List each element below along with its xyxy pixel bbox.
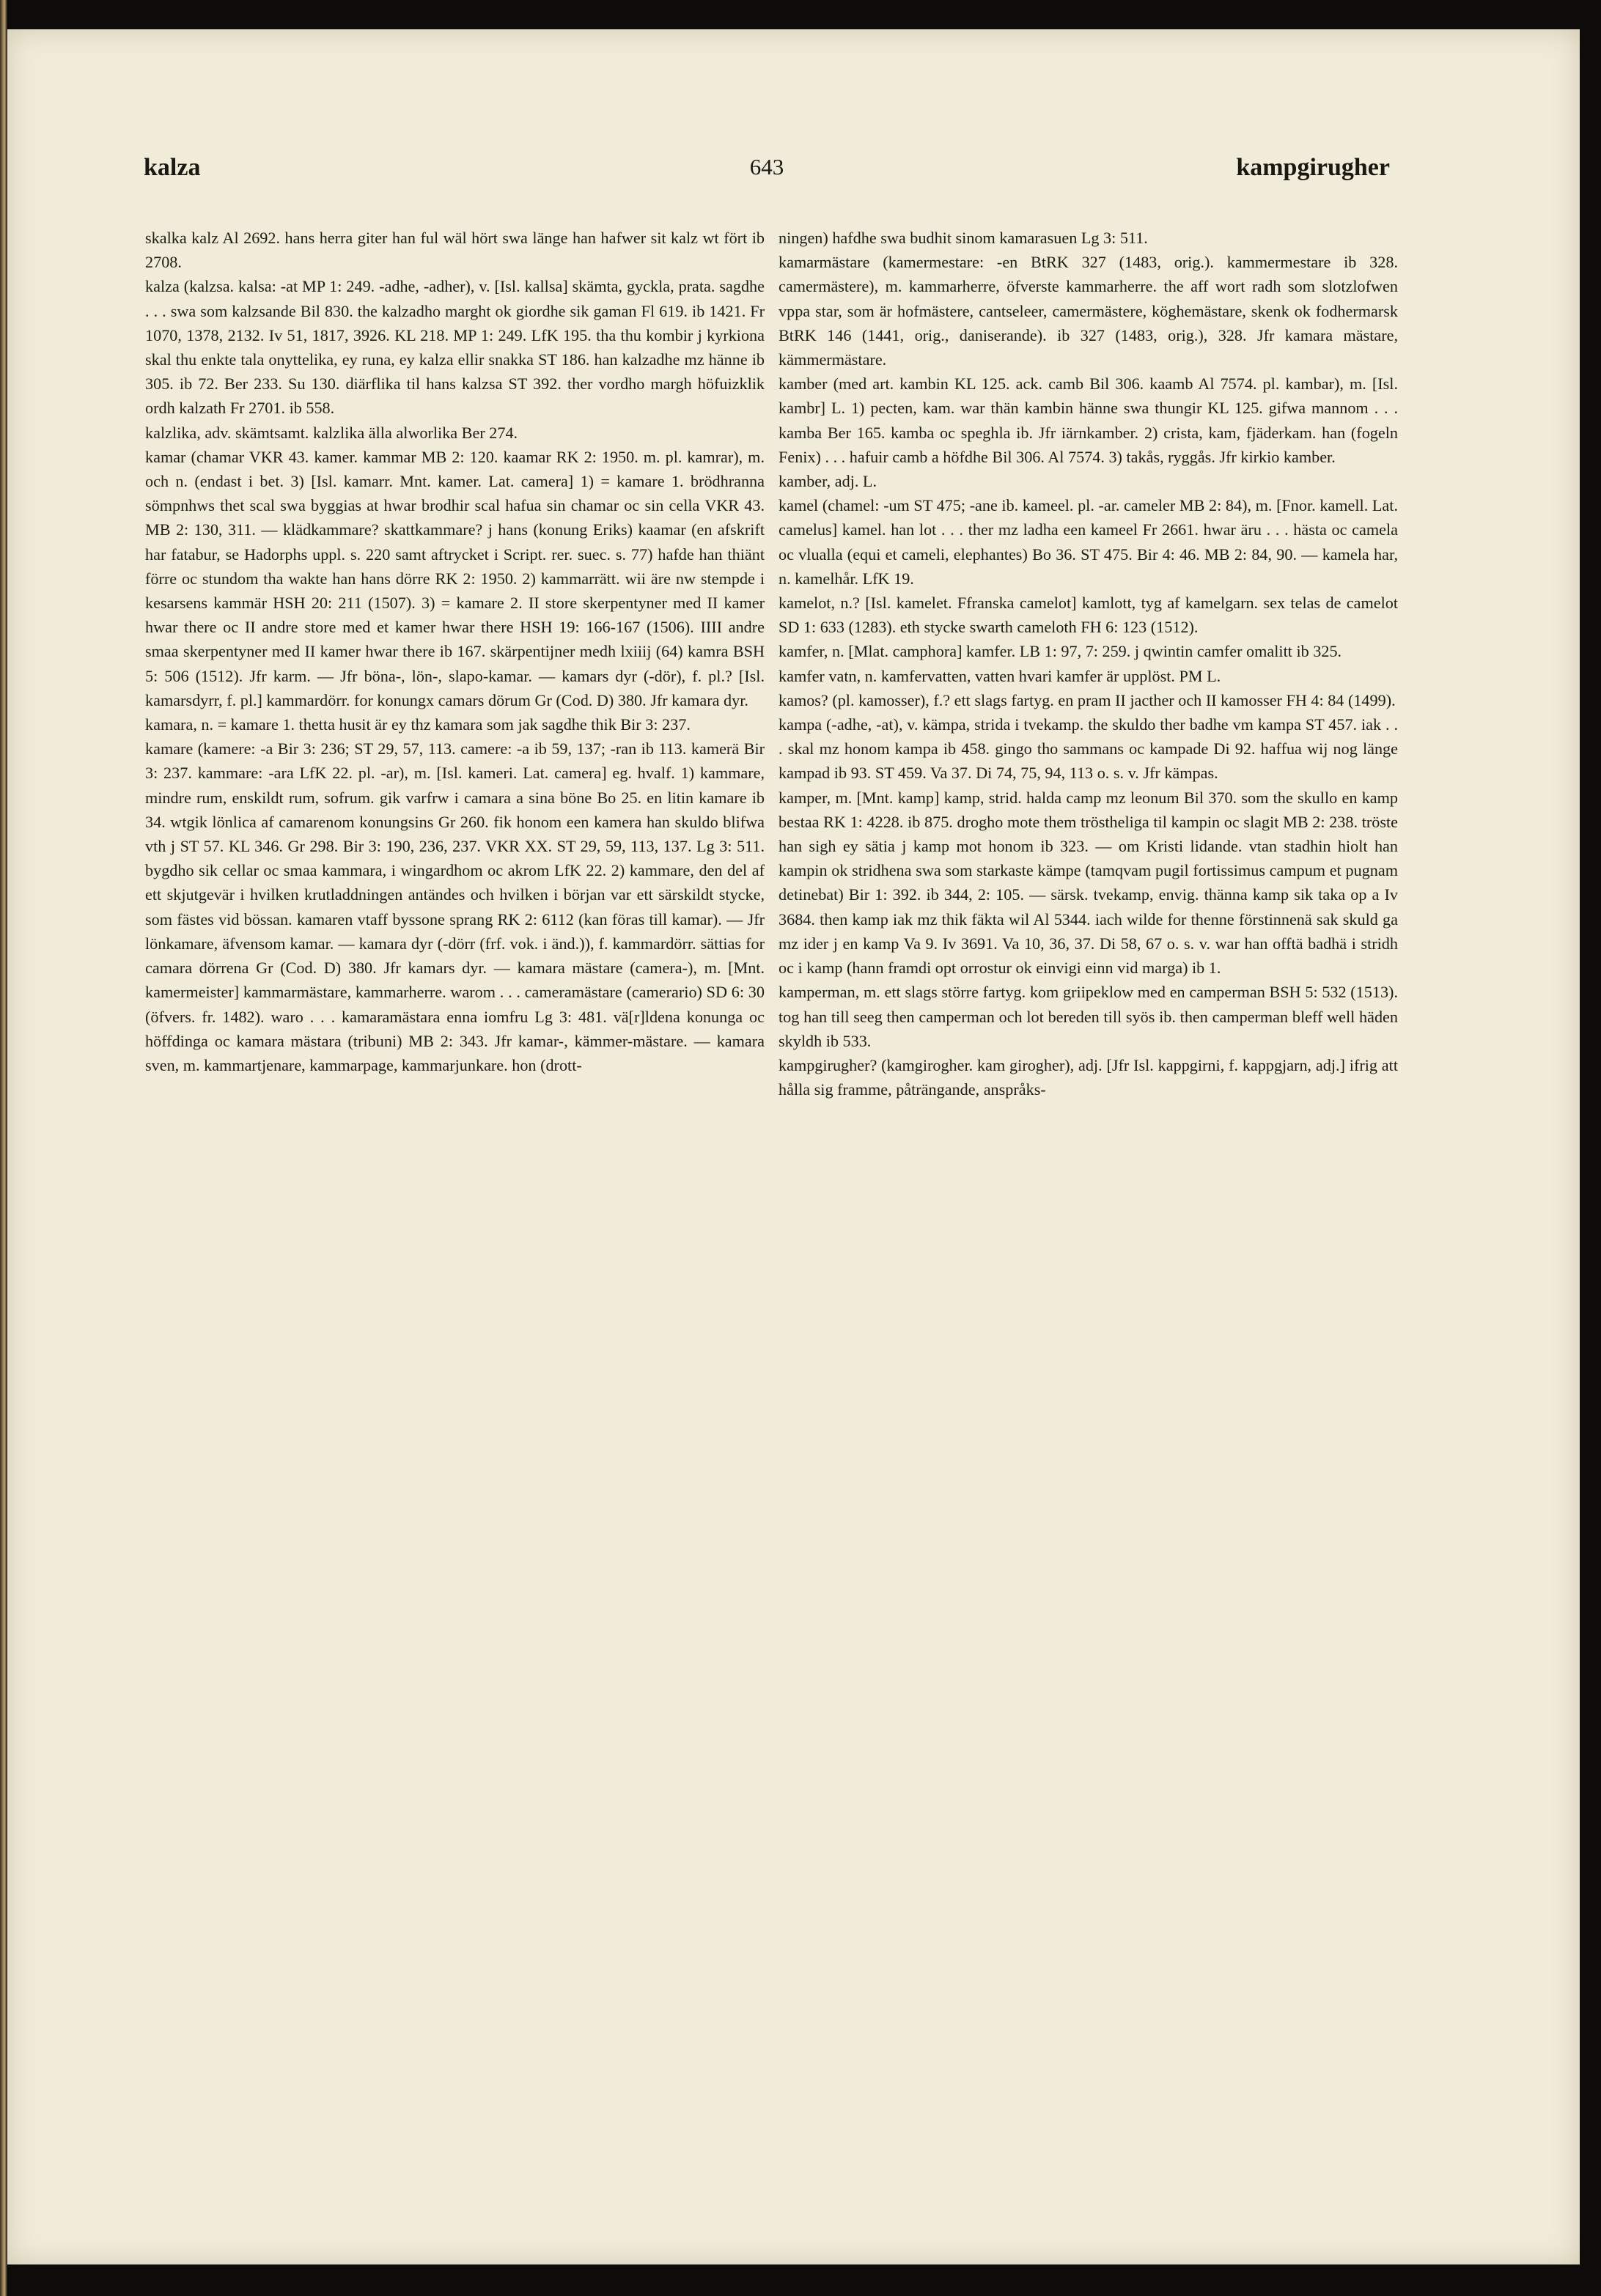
entry-paragraph: kamar (chamar VKR 43. kamer. kammar MB 2: 120. kaamar RK 2: 1950. m. pl. kamrar), m. och n. (endast i bet. 3) [Isl. kamarr. Mnt. kamer. Lat. camera] 1) = kamare 1. brödhranna sömpnhws thet scal swa byggias at hwar brodhir scal hafua sin chamar oc sin cella VKR 43. MB 2: 130, 311. — klädkammare? skattkammare? j hans (konung Eriks) kaamar (en afskrift har fatabur, se Hadorphs uppl. s. 220 samt aftrycket i Script. rer. suec. s. 77) hafde han thiänt förre oc stundom tha wakte han hans dörre RK 2: 1950. 2) kammarrätt. wii äre nw stempde i kesarsens kammär HSH 20: 211 (1507). 3) = kamare 2. II store skerpentyner med II kamer hwar there oc II andre store med et kamer hwar there HSH 19: 166-167 (1506). IIII andre smaa skerpentyner med II kamer hwar there ib 167. skärpentijner medh lxiiij (64) kamra BSH 5: 506 (1512). Jfr karm. — Jfr böna-, lön-, slapo-kamar. — kamars dyr (-dör), f. pl.? [Isl. kamarsdyrr, f. pl.] kammardörr. for konungx camars dörum Gr (Cod. D) 380. Jfr kamara dyr.	[145, 447, 765, 709]
entry-paragraph: kampa (-adhe, -at), v. kämpa, strida i tvekamp. the skuldo ther badhe vm kampa ST 457. iak . . . skal mz honom kampa ib 458. gingo tho sammans oc kampade Di 92. haffua wij nog länge kampad ib 93. ST 459. Va 37. Di 74, 75, 94, 113 o. s. v. Jfr kämpas.	[779, 715, 1398, 783]
scan-edge	[0, 0, 7, 2296]
entry-paragraph: kamber (med art. kambin KL 125. ack. camb Bil 306. kaamb Al 7574. pl. kambar), m. [Isl. kambr] L. 1) pecten, kam. war thän kambin hänne swa thungir KL 125. gifwa mannom . . . kamba Ber 165. kamba oc speghla ib. Jfr iärnkamber. 2) crista, kam, fjäderkam. han (fogeln Fenix) . . . hafuir camb a höfdhe Bil 306. Al 7574. 3) takås, ryggås. Jfr kirkio kamber.	[779, 374, 1398, 466]
entry-paragraph: kamelot, n.? [Isl. kamelet. Ffranska camelot] kamlott, tyg af kamelgarn. sex telas de camelot SD 1: 633 (1283). eth stycke swarth cameloth FH 6: 123 (1512).	[779, 594, 1398, 637]
left-column	[145, 226, 765, 2102]
entry-paragraph: kamos? (pl. kamosser), f.? ett slags fartyg. en pram II jacther och II kamosser FH 4: 84 (1499).	[779, 690, 1396, 709]
entry-paragraph: ningen) hafdhe swa budhit sinom kamarasuen Lg 3: 511.	[779, 229, 1148, 247]
entry-paragraph: kamarmästare (kamermestare: -en BtRK 327 (1483, orig.). kammermestare ib 328. camermästere), m. kammarherre, öfverste kammarherre. the aff wort radh som slotzlofwen vppa star, som är hofmästere, cantseleer, camermästere, köghemästare, skenk ok fodhermarsk BtRK 146 (1441, orig., daniserande). ib 327 (1483, orig.), 328. Jfr kamara mästare, kämmermästare.	[779, 253, 1398, 369]
entry-paragraph: kamper, m. [Mnt. kamp] kamp, strid. halda camp mz leonum Bil 370. som the skullo en kamp bestaa RK 1: 4228. ib 875. drogho mote them tröstheliga til kampin oc slagit MB 2: 238. tröste han sigh ey sätia j kamp mot honom ib 323. — om Kristi lidande. vtan stadhin hiolt han kampin ok stridhena swa som starkaste kämpe (tamqvam pugil fortissimus campum et pugnam detinebat) Bir 1: 392. ib 344, 2: 105. — särsk. tvekamp, envig. thänna kamp sik taka op a Iv 3684. then kamp iak mz thik fäkta wil Al 5344. iach wilde for thenne förstinnenä sak skuld ga mz ider j en kamp Va 9. Iv 3691. Va 10, 36, 37. Di 58, 67 o. s. v. war han offtä badhä i stridh oc i kamp (hann framdi opt orrostur ok einvigi einn vid marga) ib 1.	[779, 788, 1398, 978]
entry-paragraph: kamfer, n. [Mlat. camphora] kamfer. LB 1: 97, 7: 259. j qwintin camfer omalitt ib 325.	[779, 642, 1342, 661]
entry-paragraph: kamperman, m. ett slags större fartyg. kom griipeklow med en camperman BSH 5: 532 (1513). tog han till seeg then camperman och lot bereden till syös ib. then camperman bleff well häden skyldh ib 533.	[779, 983, 1398, 1050]
right-column	[779, 226, 1398, 2102]
header-right-guide-word: kampgirugher	[1236, 154, 1390, 181]
page-number: 643	[749, 154, 784, 180]
entry-paragraph: kamber, adj. L.	[779, 472, 877, 491]
entry-paragraph: skalka kalz Al 2692. hans herra giter han ful wäl hört swa länge han hafwer sit kalz wt fört ib 2708.	[145, 229, 765, 272]
entry-paragraph: kalza (kalzsa. kalsa: -at MP 1: 249. -adhe, -adher), v. [Isl. kallsa] skämta, gyckla, prata. sagdhe . . . swa som kalzsande Bil 830. the kalzadho marght ok giordhe sik gaman Fl 619. ib 1421. Fr 1070, 1378, 2132. Iv 51, 1817, 3926. KL 218. MP 1: 249. LfK 195. tha thu kombir j kyrkiona skal thu enkte tala onyttelika, ey runa, ey kalza ellir snakka ST 186. han kalzadhe mz hänne ib 305. ib 72. Ber 233. Su 130. diärflika til hans kalzsa ST 392. ther vordho margh höfuizklik ordh kalzath Fr 2701. ib 558.	[145, 277, 765, 418]
page-header	[144, 154, 1390, 198]
entry-paragraph: kamfer vatn, n. kamfervatten, vatten hvari kamfer är upplöst. PM L.	[779, 666, 1221, 685]
header-left-guide-word: kalza	[144, 154, 201, 181]
entry-paragraph: kamel (chamel: -um ST 475; -ane ib. kameel. pl. -ar. cameler MB 2: 84), m. [Fnor. kamell. Lat. camelus] kamel. han lot . . . ther mz ladha een kameel Fr 2661. hwar äru . . . hästa oc camela oc vlualla (equi et cameli, elephantes) Bo 36. ST 475. Bir 4: 46. MB 2: 84, 90. — kamela har, n. kamelhår. LfK 19.	[779, 496, 1398, 588]
entry-paragraph: kalzlika, adv. skämtsamt. kalzlika älla alworlika Ber 274.	[145, 423, 518, 442]
entry-paragraph: kampgirugher? (kamgirogher. kam girogher), adj. [Jfr Isl. kappgirni, f. kappgjarn, adj.] ifrig att hålla sig framme, påträngande, anspråks-	[779, 1055, 1398, 1099]
entry-paragraph: kamara, n. = kamare 1. thetta husit är ey thz kamara som jak sagdhe thik Bir 3: 237.	[145, 715, 691, 734]
entry-paragraph: kamare (kamere: -a Bir 3: 236; ST 29, 57, 113. camere: -a ib 59, 137; -ran ib 113. kamerä Bir 3: 237. kammare: -ara LfK 22. pl. -ar), m. [Isl. kameri. Lat. camera] eg. hvalf. 1) kammare, mindre rum, enskildt rum, sofrum. gik varfrw i camara a sina böne Bo 25. en litin kamare ib 34. wtgik lönlica af camarenom konungsins Gr 260. fik honom een kamera han skuldo blifwa vth j ST 57. KL 346. Gr 298. Bir 3: 190, 236, 237. VKR XX. ST 29, 59, 113, 137. Lg 3: 511. bygdho sik cellar oc smaa kammara, i wingardhom oc akrom LfK 22. 2) kammare, den del af ett skjutgevär i hvilken krutladdningen antändes och hvilken i början var ett särskildt stycke, som fästes vid bössan. kamaren vtaff byssone sprang RK 2: 6112 (kan föras till kamar). — Jfr lönkamare, äfvensom kamar. — kamara dyr (-dörr (frf. vok. i änd.)), f. kammardörr. sättias for camara dörrena Gr (Cod. D) 380. Jfr kamars dyr. — kamara mästare (camera-), m. [Mnt. kamermeister] kammarmästare, kammarherre. warom . . . cameramästare (camerario) SD 6: 30 (öfvers. fr. 1482). waro . . . kamaramästara enna iomfru Lg 3: 481. vä[r]ldena konunga oc höffdinga oc kamara mästara (tribuni) MB 2: 343. Jfr kamar-, kämmer-mästare. — kamara sven, m. kammartjenare, kammarpage, kammarjunkare. hon (drott-	[145, 739, 765, 1074]
